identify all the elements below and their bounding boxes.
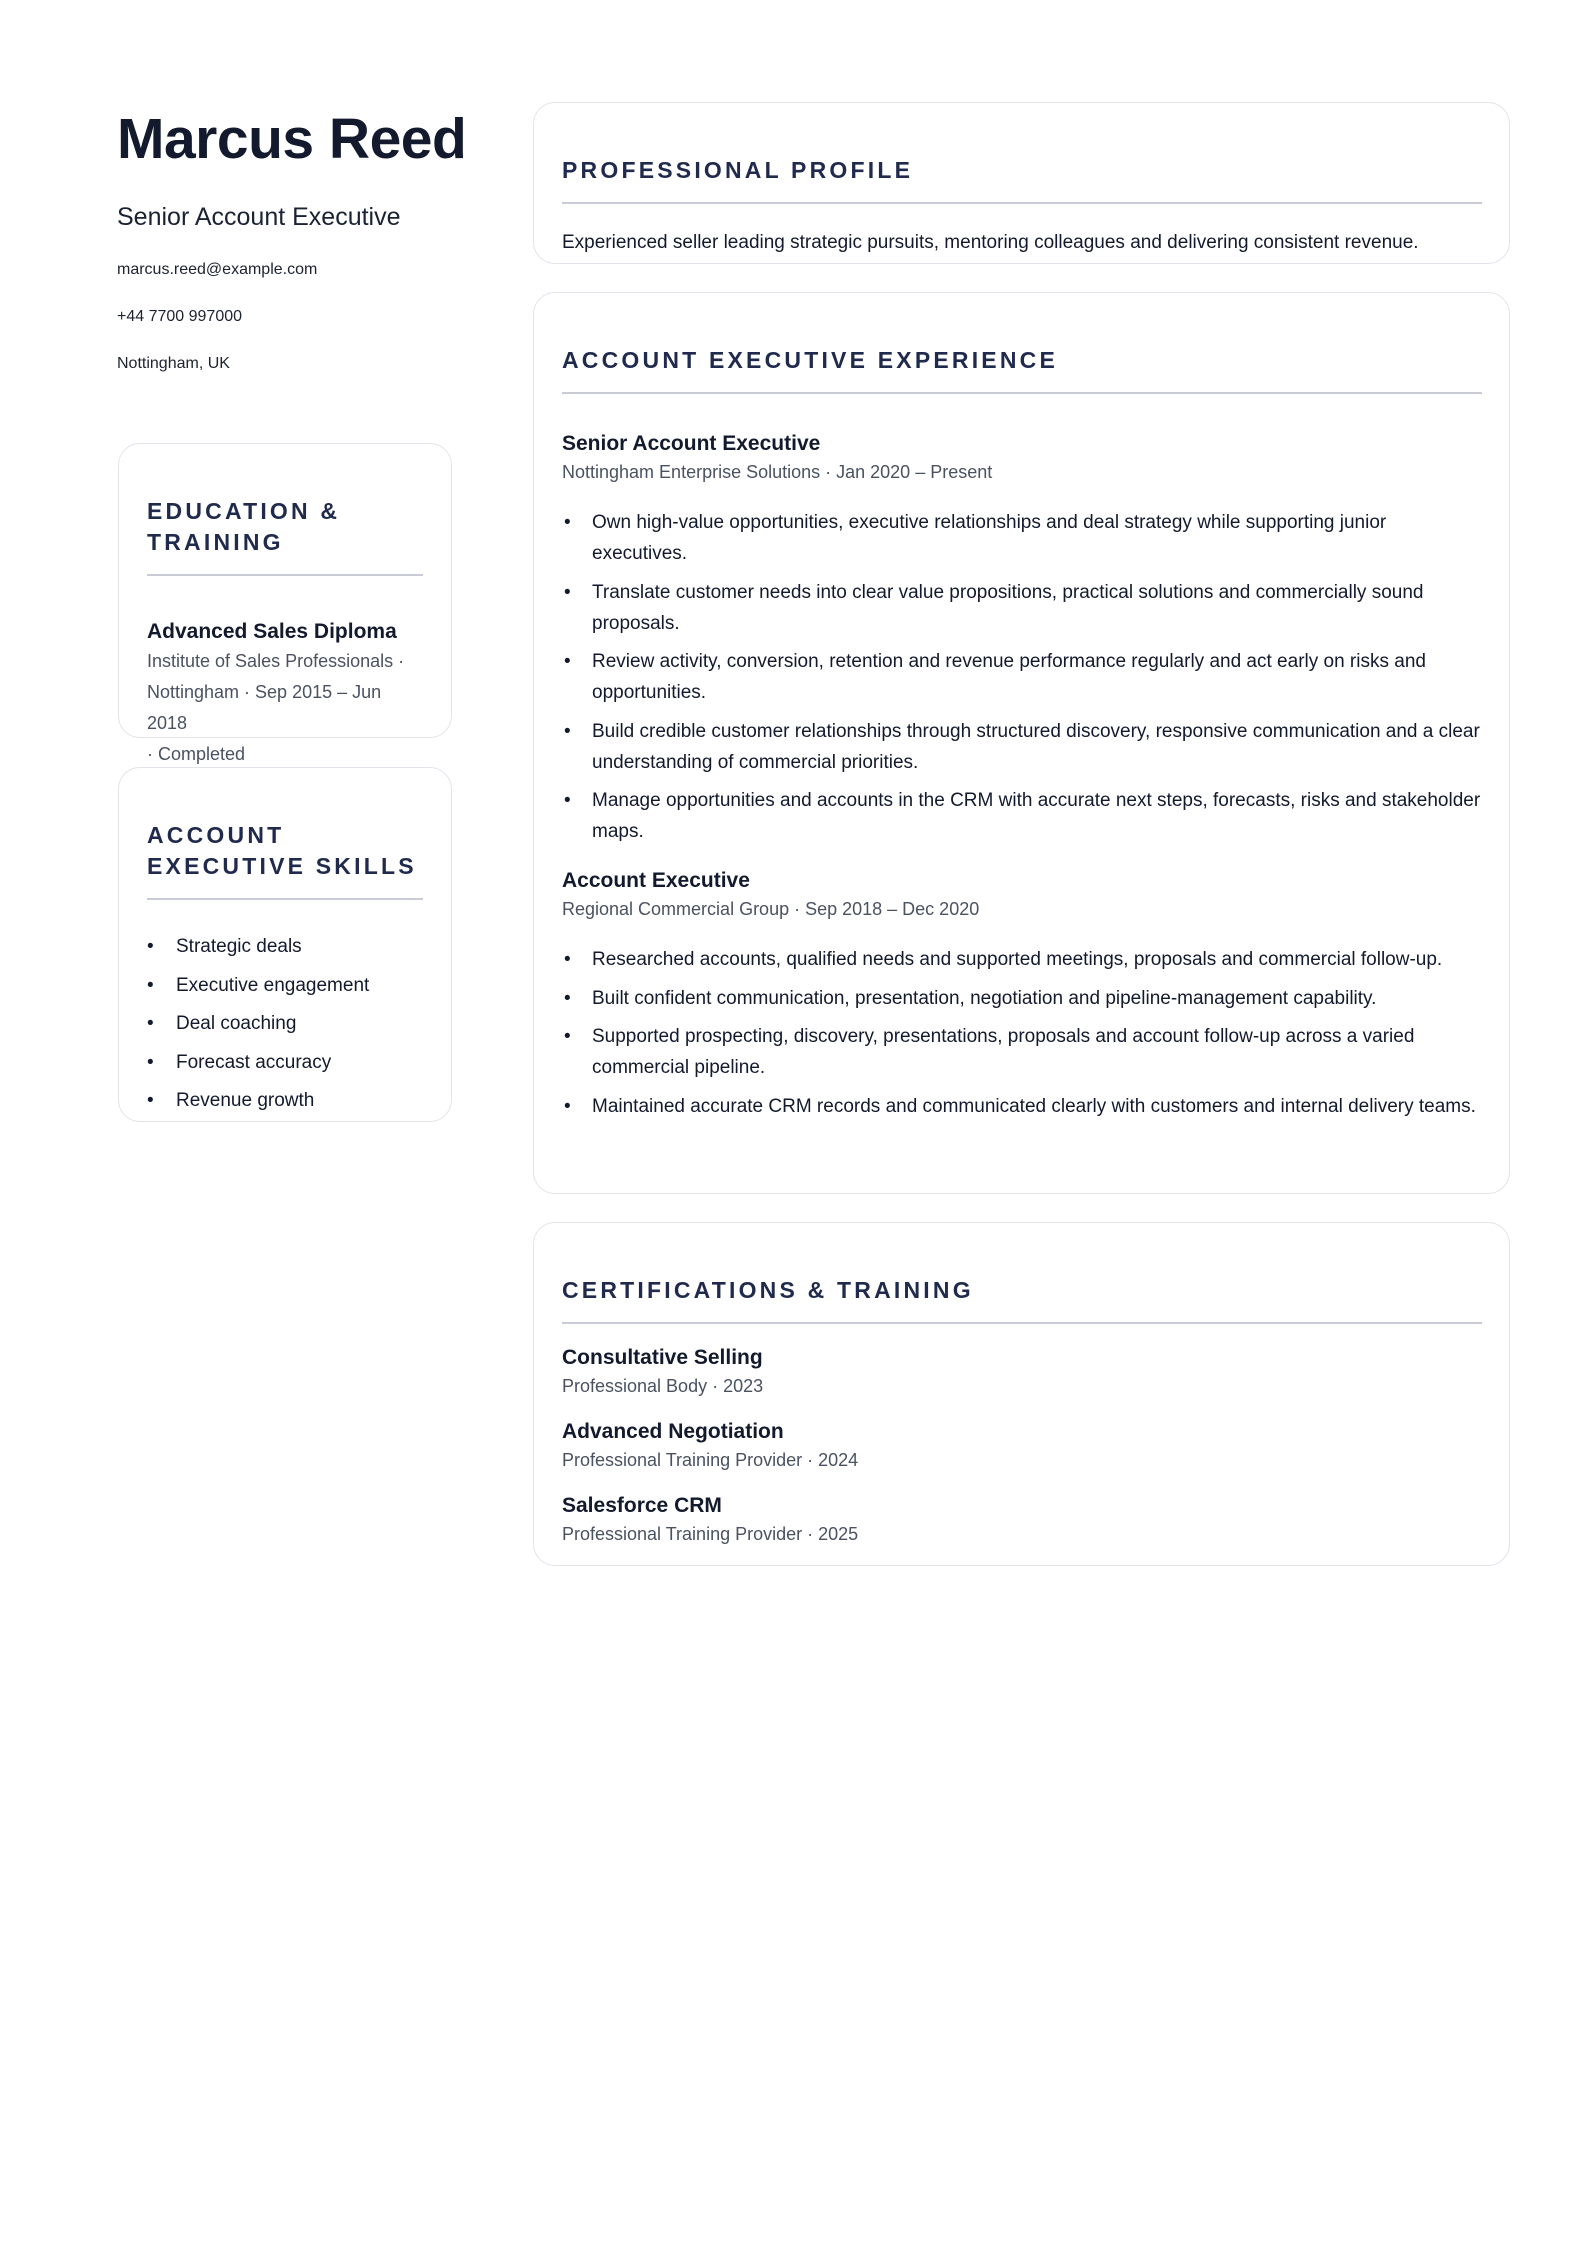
skill-item: • Deal coaching (147, 1011, 423, 1037)
section-divider (562, 392, 1482, 394)
section-divider (562, 202, 1482, 204)
skills-heading (147, 820, 423, 882)
job-bullet: • Maintained accurate CRM records and communicated clearly with customers and internal delivery teams. (562, 1091, 1482, 1122)
certification-entry (562, 1492, 1482, 1546)
education-detail-line2: Nottingham · Sep 2015 – Jun 2018 (147, 682, 382, 733)
job-bullet: • Manage opportunities and accounts in the CRM with accurate next steps, forecasts, risks and stakeholder maps. (562, 785, 1482, 847)
job-bullets (562, 944, 1482, 1122)
certifications-list (562, 1344, 1482, 1546)
education-heading-line2: TRAINING (147, 529, 284, 555)
certification-meta: Professional Training Provider · 2024 (562, 1450, 859, 1470)
education-detail-line1: Institute of Sales Professionals · (147, 651, 405, 671)
job-bullet: • Built confident communication, presentation, negotiation and pipeline-management capability. (562, 983, 1482, 1014)
candidate-name: Marcus Reed (117, 107, 467, 171)
email-text[interactable]: marcus.reed@example.com (117, 261, 318, 278)
job-bullet: • Own high-value opportunities, executive relationships and deal strategy while supporting junior executives. (562, 507, 1482, 569)
job-meta: Nottingham Enterprise Solutions · Jan 2020 – Present (562, 462, 993, 482)
job-entry (562, 430, 1482, 847)
job-bullet: • Build credible customer relationships through structured discovery, responsive communication and a clear understanding of commercial priorities. (562, 716, 1482, 778)
candidate-role: Senior Account Executive (117, 203, 401, 231)
experience-heading: ACCOUNT EXECUTIVE EXPERIENCE (562, 347, 1058, 373)
education-heading-line1: EDUCATION & (147, 498, 341, 524)
profile-summary: Experienced seller leading strategic pursuits, mentoring colleagues and delivering consistent revenue. (562, 232, 1419, 253)
certification-meta: Professional Body · 2023 (562, 1376, 764, 1396)
job-title: Senior Account Executive (562, 432, 821, 455)
job-meta: Regional Commercial Group · Sep 2018 – Dec 2020 (562, 899, 980, 919)
section-divider (562, 1322, 1482, 1324)
contact-details (117, 260, 452, 374)
certification-title: Consultative Selling (562, 1346, 763, 1369)
job-bullets (562, 507, 1482, 847)
job-title: Account Executive (562, 869, 750, 892)
contact-column (117, 100, 467, 401)
phone-text[interactable]: +44 7700 997000 (117, 308, 243, 325)
location-text: Nottingham, UK (117, 355, 230, 372)
profile-card (533, 102, 1510, 264)
job-bullet: • Review activity, conversion, retention and revenue performance regularly and act early on risks and opportunities. (562, 646, 1482, 708)
education-heading (147, 496, 423, 558)
experience-card (533, 292, 1510, 1194)
skill-item: • Revenue growth (147, 1088, 423, 1114)
skills-card (118, 767, 452, 1122)
skill-item: • Strategic deals (147, 934, 423, 960)
certification-title: Advanced Negotiation (562, 1420, 784, 1443)
education-card (118, 443, 452, 764)
section-divider (147, 898, 423, 900)
job-bullet: • Translate customer needs into clear value propositions, practical solutions and commercially sound proposals. (562, 577, 1482, 639)
skills-heading-line2: EXECUTIVE SKILLS (147, 853, 417, 879)
certification-entry (562, 1344, 1482, 1398)
skills-heading-line1: ACCOUNT (147, 822, 285, 848)
certification-meta: Professional Training Provider · 2025 (562, 1524, 859, 1544)
job-bullet: • Supported prospecting, discovery, presentations, proposals and account follow-up across a varied commercial pipeline. (562, 1021, 1482, 1083)
skills-list (147, 934, 423, 1114)
job-bullet: • Researched accounts, qualified needs and supported meetings, proposals and commercial follow-up. (562, 944, 1482, 975)
job-entry (562, 867, 1482, 1122)
education-entry-detail (147, 646, 423, 770)
section-divider (147, 574, 423, 576)
education-detail-line3: · Completed (147, 744, 246, 764)
skill-item: • Forecast accuracy (147, 1050, 423, 1076)
certifications-card (533, 1222, 1510, 1566)
certification-entry (562, 1418, 1482, 1472)
education-entry-title: Advanced Sales Diploma (147, 620, 397, 643)
certifications-heading: CERTIFICATIONS & TRAINING (562, 1277, 974, 1303)
certification-title: Salesforce CRM (562, 1494, 722, 1517)
skill-item: • Executive engagement (147, 973, 423, 999)
profile-heading: PROFESSIONAL PROFILE (562, 157, 914, 183)
